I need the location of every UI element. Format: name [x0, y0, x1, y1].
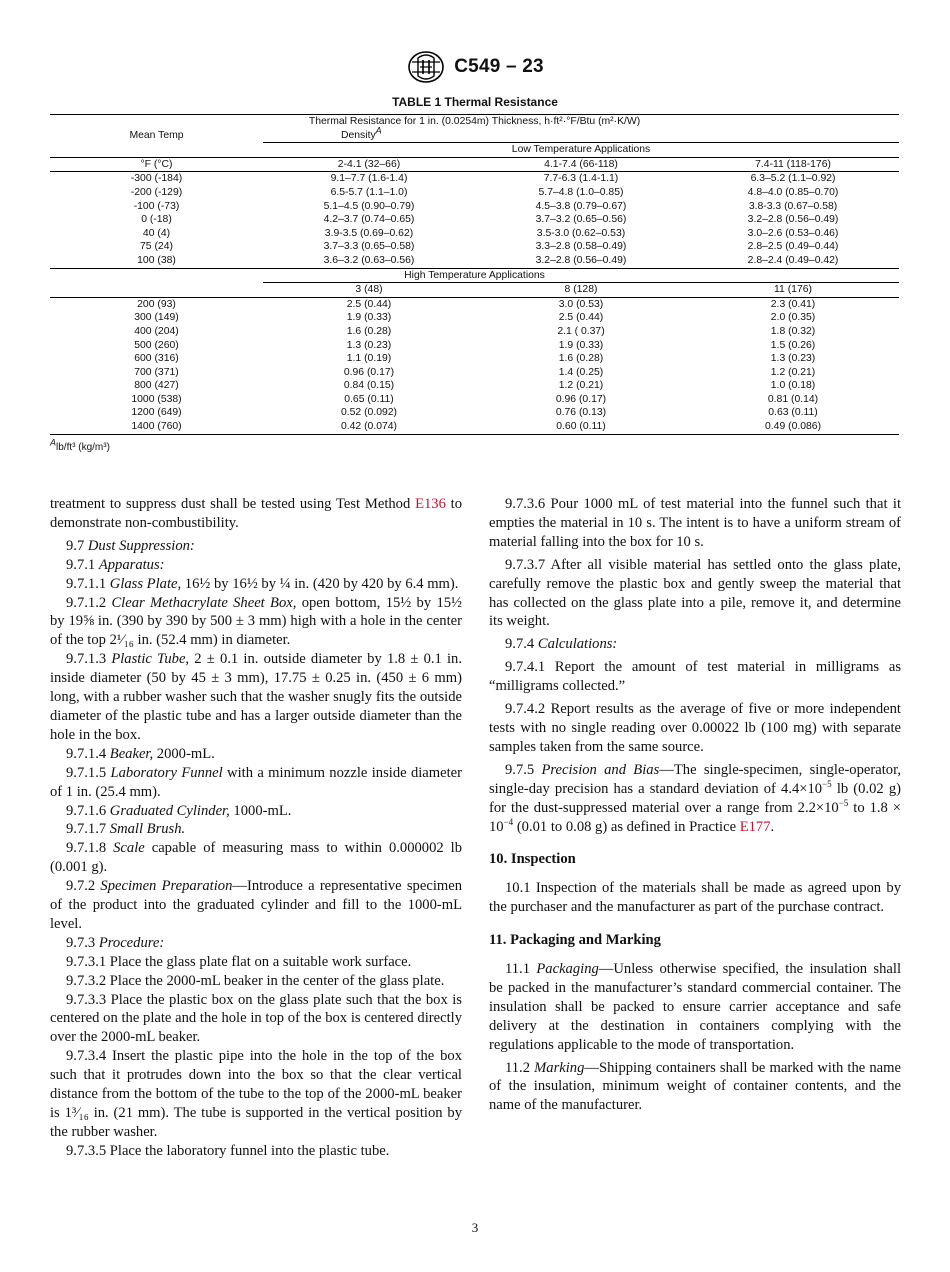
table-cell-value: 3.8-3.3 (0.67–0.58)	[748, 200, 838, 212]
table-cell-mean-temp: 800 (427)	[134, 380, 179, 392]
table-row	[50, 352, 899, 366]
table-row	[50, 420, 899, 434]
table-cell-value: 3.0–2.6 (0.53–0.46)	[747, 227, 839, 239]
table-cell-value: 0.96 (0.17)	[343, 366, 395, 378]
section-10-1: 10.1 Inspection of the materials shall be made as agreed upon by the purchaser and the manufacturer as part of the purchase contract.	[489, 880, 901, 916]
document-designation: C549 – 23	[454, 56, 544, 77]
table-cell-mean-temp: 1400 (760)	[50, 420, 263, 434]
section-11-2: 11.2 Marking—Shipping containers shall be marked with the name of the insulation, minimum weight of container contents, and the name of the manufacturer.	[489, 1059, 901, 1114]
table-span-header-row	[50, 115, 899, 129]
table-cell-value: 1.3 (0.23)	[770, 353, 816, 365]
table-column-header-row	[50, 129, 899, 143]
section-9-7-1-7: 9.7.1.7 Small Brush.	[66, 821, 186, 838]
table-low-temp-header: Low Temperature Applications	[263, 143, 899, 158]
table-cell-value: 3.2–2.8 (0.56–0.49)	[747, 214, 839, 226]
table-cell-mean-temp: 700 (371)	[134, 366, 179, 378]
table-cell-mean-temp: -200 (-129)	[130, 186, 183, 198]
table-span-header: Thermal Resistance for 1 in. (0.0254m) Thickness, h·ft²·°F/Btu (m²·K/W)	[50, 115, 899, 129]
table-cell-value: 3.6–3.2 (0.63–0.56)	[323, 254, 415, 266]
table-cell-value: 3.7–3.3 (0.65–0.58)	[323, 241, 415, 253]
section-9-7-3-7: 9.7.3.7 After all visible material has settled onto the glass plate, carefully remove the plastic box and gently sweep the material that has collected on the glass plate into a pile, remove it, and determine its weight.	[489, 556, 901, 630]
reference-link-e136[interactable]: E136	[415, 496, 446, 512]
table-row	[50, 406, 899, 420]
section-9-7-3-3: 9.7.3.3 Place the plastic box on the glass plate such that the box is centered on the plate and the hole in top of the box is centered directly over the 2000-mL beaker.	[50, 991, 462, 1046]
table-cell-value: 1.6 (0.28)	[346, 325, 392, 337]
section-9-7-1-1: 9.7.1.1 Glass Plate, 16½ by 16½ by ¼ in. (420 by 420 by 6.4 mm).	[66, 575, 459, 592]
table-row	[50, 393, 899, 407]
table-cell-mean-temp: 0 (-18)	[141, 214, 172, 226]
table-row	[50, 339, 899, 353]
table-cell-value: 6.3–5.2 (1.1–0.92)	[750, 173, 836, 185]
table-cell-value: 3.7–3.2 (0.65–0.56)	[535, 214, 627, 226]
table-cell-value: 1.5 (0.26)	[770, 339, 816, 351]
table-high-density-col: 3 (48)	[263, 283, 475, 298]
table-cell-value: 3.0 (0.53)	[558, 298, 604, 310]
table-high-density-row	[50, 283, 899, 298]
table-cell-value: 1.4 (0.25)	[558, 366, 604, 378]
section-9-7-3-1: 9.7.3.1 Place the glass plate flat on a suitable work surface.	[66, 953, 412, 970]
table-cell-value: 0.84 (0.15)	[343, 380, 395, 392]
table-cell-value: 4.5–3.8 (0.79–0.67)	[535, 200, 627, 212]
table-cell-mean-temp: 600 (316)	[134, 353, 179, 365]
table-row	[50, 227, 899, 241]
section-9-7-1-6: 9.7.1.6 Graduated Cylinder, 1000-mL.	[66, 802, 292, 819]
table-cell-value: 0.49 (0.086)	[687, 420, 899, 434]
table-row	[50, 366, 899, 380]
table-cell-value: 1.0 (0.18)	[770, 380, 816, 392]
section-9-7-2: 9.7.2 Specimen Preparation—Introduce a representative specimen of the product into the graduated cylinder and fill to the 1000-mL level.	[50, 878, 462, 932]
table-cell-value: 0.60 (0.11)	[475, 420, 687, 434]
table-high-density-col: 8 (128)	[475, 283, 687, 298]
section-9-7-3: 9.7.3 Procedure:	[66, 934, 165, 951]
table-cell-mean-temp: 75 (24)	[140, 241, 173, 253]
table-cell-value: 7.7-6.3 (1.4-1.1)	[543, 173, 619, 185]
table-cell-value: 5.1–4.5 (0.90–0.79)	[323, 200, 415, 212]
table-cell-value: 0.63 (0.11)	[768, 407, 818, 419]
table-cell-value: 2.5 (0.44)	[346, 298, 392, 310]
section-9-7-1: 9.7.1 Apparatus:	[66, 556, 165, 573]
table-units-label: °F (°C)	[50, 157, 263, 172]
table-cell-mean-temp: 40 (4)	[142, 227, 171, 239]
section-9-7-5: 9.7.5 Precision and Bias—The single-specimen, single-operator, single-day precision has a standard deviation of $4.4\times 10^{-5}$ lb (0.02 g) for the dust-suppressed material over a range from $2.2\times 10^{-5}$ to $1.8 \times 10^{-4}$ (0.01 to 0.08 g) as defined in Practice E177.	[489, 761, 901, 835]
table-cell-value: 0.81 (0.14)	[767, 393, 819, 405]
page-number: 3	[471, 1220, 479, 1235]
left-column	[50, 495, 462, 1161]
section-9-7-4: 9.7.4 Calculations:	[505, 636, 618, 653]
table-high-temp-header: High Temperature Applications	[50, 268, 899, 283]
section-11-1: 11.1 Packaging—Unless otherwise specified, the insulation shall be packed in the manufacturer’s standard commercial container. The insulation shall be packed to ensure carrier acceptance and safe delivery at the destination in containers complying with the regulations applicable to the mode of transportation.	[489, 961, 901, 1053]
table-cell-mean-temp: 1000 (538)	[131, 393, 182, 405]
table-cell-mean-temp: 500 (260)	[134, 339, 179, 351]
table-cell-mean-temp: -300 (-184)	[130, 173, 183, 185]
table-row	[50, 379, 899, 393]
table-low-density-col: 4.1-7.4 (66-118)	[475, 157, 687, 172]
table-row	[50, 311, 899, 325]
table-cell-mean-temp: 300 (149)	[134, 312, 179, 324]
table-row	[50, 172, 899, 186]
table-cell-mean-temp: -100 (-73)	[133, 200, 180, 212]
thermal-resistance-table	[50, 114, 899, 435]
table-footnote: $^A$lb/ft³ (kg/m³)	[50, 437, 110, 453]
page-header	[0, 50, 950, 89]
table-cell-value: 4.8–4.0 (0.85–0.70)	[747, 186, 839, 198]
table-cell-value: 1.6 (0.28)	[558, 353, 604, 365]
table-row	[50, 213, 899, 227]
table-high-density-col: 11 (176)	[687, 283, 899, 298]
section-9-7-1-2: 9.7.1.2 Clear Methacrylate Sheet Box, open bottom, 15½ by 15½ by 19⅝ in. (390 by 390 by 500 ± 3 mm) high with a hole in the center of the top 2¹⁄₁₆ in. (52.4 mm) in diameter.	[50, 594, 462, 649]
section-9-7-1-8: 9.7.1.8 Scale capable of measuring mass to within 0.000002 lb (0.001 g).	[50, 840, 463, 876]
table-cell-value: 2.5 (0.44)	[558, 312, 604, 324]
section-9-7-3-2: 9.7.3.2 Place the 2000-mL beaker in the center of the glass plate.	[66, 972, 445, 989]
table-cell-value: 1.8 (0.32)	[770, 325, 816, 337]
table-cell-value: 4.2–3.7 (0.74–0.65)	[323, 214, 415, 226]
table-cell-value: 5.7–4.8 (1.0–0.85)	[538, 186, 624, 198]
table-cell-mean-temp: 1200 (649)	[131, 407, 182, 419]
table-low-temp-header-row	[50, 143, 899, 158]
table-cell-value: 2.1 ( 0.37)	[557, 325, 605, 337]
reference-link-e177[interactable]: E177	[739, 818, 771, 835]
section-9-7-3-4: 9.7.3.4 Insert the plastic pipe into the hole in the top of the box such that it protrudes down into the box so that the clear vertical distance from the bottom of the tube to the top of the 2000-mL beaker is 1³⁄₁₆ in. (21 mm). The tube is supported in the vertical position by the rubber washer.	[50, 1048, 462, 1140]
table-cell-value: 2.0 (0.35)	[770, 312, 816, 324]
table-cell-value: 6.5-5.7 (1.1–1.0)	[330, 186, 408, 198]
paragraph: treatment to suppress dust shall be tested using Test Method E136 to demonstrate non-combustibility.	[50, 496, 463, 531]
section-9-7-3-5: 9.7.3.5 Place the laboratory funnel into the plastic tube.	[66, 1142, 390, 1159]
table-row	[50, 297, 899, 311]
table-cell-value: 2.3 (0.41)	[770, 298, 816, 310]
table-row	[50, 186, 899, 200]
table-row	[50, 254, 899, 268]
table-cell-mean-temp: 400 (204)	[134, 325, 179, 337]
section-9-7-4-1: 9.7.4.1 Report the amount of test material in milligrams as “milligrams collected.”	[489, 659, 901, 695]
table-cell-mean-temp: 200 (93)	[137, 298, 176, 310]
table-low-density-row	[50, 157, 899, 172]
section-heading-inspection: 10. Inspection	[489, 851, 576, 868]
table-col-header-mean-temp: Mean Temp	[129, 129, 184, 141]
section-9-7-4-2: 9.7.4.2 Report results as the average of five or more independent tests with no single reading over 0.00022 lb (100 mg) with separate samples taken from the same source.	[489, 701, 901, 755]
table-cell-value: 0.76 (0.13)	[555, 407, 607, 419]
table-low-density-col: 7.4-11 (118-176)	[687, 157, 899, 172]
table-cell-value: 1.2 (0.21)	[558, 380, 604, 392]
section-9-7-1-5: 9.7.1.5 Laboratory Funnel with a minimum nozzle inside diameter of 1 in. (25.4 mm).	[50, 764, 463, 800]
right-column	[489, 495, 901, 1115]
table-cell-value: 1.1 (0.19)	[346, 353, 392, 365]
table-col-header-density: Density$^A$	[341, 125, 382, 141]
table-row	[50, 240, 899, 254]
table-row	[50, 325, 899, 339]
table-cell-value: 3.2–2.8 (0.56–0.49)	[535, 254, 627, 266]
table-cell-value: 0.52 (0.092)	[340, 407, 398, 419]
table-cell-value: 3.5-3.0 (0.62–0.53)	[536, 227, 626, 239]
table-cell-value: 0.42 (0.074)	[263, 420, 475, 434]
table-cell-value: 1.2 (0.21)	[770, 366, 816, 378]
table-cell-value: 1.9 (0.33)	[558, 339, 604, 351]
table-cell-value: 0.65 (0.11)	[344, 393, 394, 405]
section-9-7: 9.7 Dust Suppression:	[66, 537, 195, 554]
table-cell-value: 0.96 (0.17)	[555, 393, 607, 405]
table-cell-value: 9.1–7.7 (1.6-1.4)	[330, 173, 408, 185]
table-cell-value: 2.8–2.4 (0.49–0.42)	[747, 254, 839, 266]
table-low-density-col: 2-4.1 (32–66)	[263, 157, 475, 172]
table-high-temp-header-row	[50, 268, 899, 283]
table-cell-value: 1.9 (0.33)	[346, 312, 392, 324]
table-cell-value: 3.3–2.8 (0.58–0.49)	[535, 241, 627, 253]
table-title: TABLE 1 Thermal Resistance	[392, 95, 558, 109]
table-cell-value: 1.3 (0.23)	[346, 339, 392, 351]
section-9-7-3-6: 9.7.3.6 Pour 1000 mL of test material into the funnel such that it empties the material in 10 s. The intent is to have a uniform stream of material falling into the box for 10 s.	[489, 496, 901, 550]
section-9-7-1-4: 9.7.1.4 Beaker, 2000-mL.	[66, 745, 215, 762]
section-heading-packaging-marking: 11. Packaging and Marking	[489, 932, 661, 949]
table-cell-value: 3.9-3.5 (0.69–0.62)	[324, 227, 414, 239]
section-9-7-1-3: 9.7.1.3 Plastic Tube, 2 ± 0.1 in. outside diameter by 1.8 ± 0.1 in. inside diameter (50 by 45 ± 3 mm), 17.75 ± 0.25 in. (450 ± 6 mm) long, with a rubber washer such that the washer snugly fits the outside diameter of the plastic tube and has a larger outside diameter than the hole in the box.	[50, 651, 463, 743]
table-cell-mean-temp: 100 (38)	[137, 254, 176, 266]
table-cell-value: 2.8–2.5 (0.49–0.44)	[747, 241, 839, 253]
astm-logo-icon	[406, 50, 446, 84]
table-row	[50, 200, 899, 214]
